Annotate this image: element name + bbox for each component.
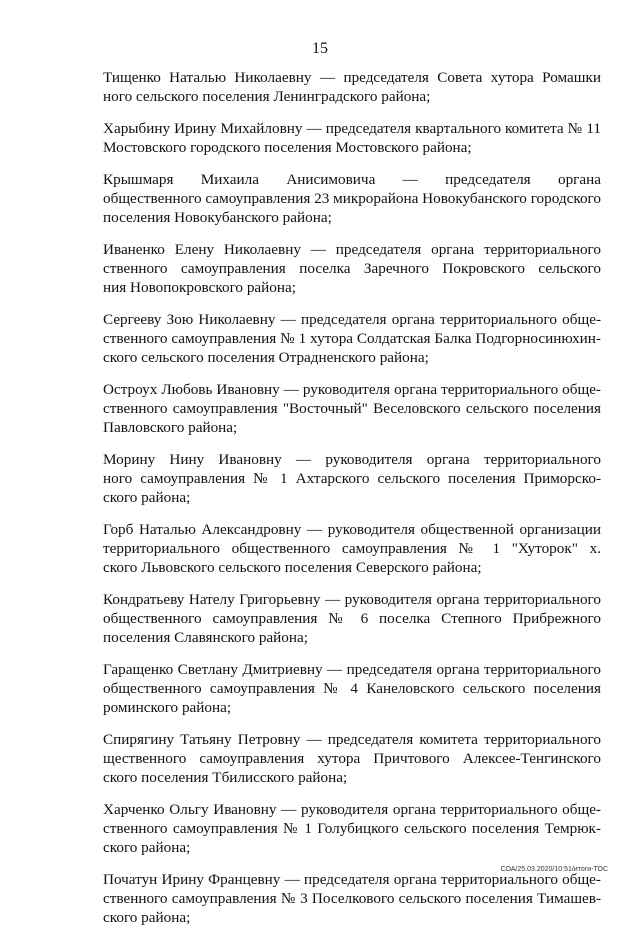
paragraph-line: ственного самоуправления № 1 хутора Солдатская Балка Подгорносинюхин-	[103, 330, 601, 347]
award-entry-paragraph	[103, 380, 601, 437]
paragraph-line: щественного самоуправления хутора Причтового Алексее-Тенгинского	[103, 750, 601, 767]
award-entry-paragraph	[103, 170, 601, 227]
award-entry-paragraph	[103, 590, 601, 647]
paragraph-line: ственного самоуправления № 3 Поселкового сельского поселения Тимашев-	[103, 890, 601, 907]
paragraph-line: Кондратьеву Нателу Григорьевну — руководителя органа территориального	[103, 591, 601, 608]
award-entry-paragraph	[103, 800, 601, 857]
award-entry-paragraph	[103, 450, 601, 507]
award-entry-paragraph	[103, 119, 601, 157]
paragraph-line: Крышмаря Михаила Анисимовича — председателя органа	[103, 171, 601, 188]
paragraph-line: Павловского района;	[103, 419, 238, 436]
paragraph-line: поселения Новокубанского района;	[103, 209, 332, 226]
footer-document-code: СОА/25.03.2020/10:51/итоги-ТОС	[500, 866, 608, 873]
paragraph-line: ственного самоуправления № 1 Голубицкого сельского поселения Темрюк-	[103, 820, 601, 837]
award-entry-paragraph	[103, 520, 601, 577]
paragraph-line: Тищенко Наталью Николаевну — председателя Совета хутора Ромашки	[103, 69, 601, 86]
paragraph-line: Спирягину Татьяну Петровну — председателя комитета территориального	[103, 731, 601, 748]
paragraph-line: Мостовского городского поселения Мостовского района;	[103, 139, 472, 156]
paragraph-line: общественного самоуправления № 6 поселка Степного Прибрежного	[103, 610, 601, 627]
paragraph-line: ского района;	[103, 489, 191, 506]
paragraph-line: ского Львовского сельского поселения Северского района;	[103, 559, 482, 576]
paragraph-line: ского района;	[103, 839, 191, 856]
paragraph-line: Остроух Любовь Ивановну — руководителя органа территориального обще-	[103, 381, 601, 398]
award-entry-paragraph	[103, 870, 601, 927]
paragraph-line: ственного самоуправления поселка Заречного Покровского сельского	[103, 260, 601, 277]
paragraph-line: ния Новопокровского района;	[103, 279, 296, 296]
paragraph-line: Харченко Ольгу Ивановну — руководителя органа территориального обще-	[103, 801, 601, 818]
paragraph-line: ственного самоуправления "Восточный" Веселовского сельского поселения	[103, 400, 601, 417]
paragraph-line: ского поселения Тбилисского района;	[103, 769, 348, 786]
award-entry-paragraph	[103, 240, 601, 297]
paragraph-line: роминского района;	[103, 699, 232, 716]
paragraph-line: общественного самоуправления 23 микрорайона Новокубанского городского	[103, 190, 601, 207]
paragraph-line: ского района;	[103, 909, 191, 926]
document-body	[103, 68, 601, 940]
paragraph-line: Початун Ирину Францевну — председателя органа территориального обще-	[103, 871, 601, 888]
award-entry-paragraph	[103, 660, 601, 717]
paragraph-line: Иваненко Елену Николаевну — председателя органа территориального	[103, 241, 601, 258]
paragraph-line: Гаращенко Светлану Дмитриевну — председателя органа территориального	[103, 661, 601, 678]
paragraph-line: Харыбину Ирину Михайловну — председателя квартального комитета № 11	[103, 120, 601, 137]
award-entry-paragraph	[103, 730, 601, 787]
paragraph-line: ного самоуправления № 1 Ахтарского сельского поселения Приморско-	[103, 470, 601, 487]
paragraph-line: ного сельского поселения Ленинградского района;	[103, 88, 431, 105]
paragraph-line: Горб Наталью Александровну — руководителя общественной организации	[103, 521, 601, 538]
paragraph-line: поселения Славянского района;	[103, 629, 308, 646]
paragraph-line: Морину Нину Ивановну — руководителя органа территориального	[103, 451, 601, 468]
paragraph-line: территориального общественного самоуправления № 1 "Хуторок" х.	[103, 540, 601, 557]
paragraph-line: ского сельского поселения Отрадненского района;	[103, 349, 429, 366]
award-entry-paragraph	[103, 310, 601, 367]
page-number: 15	[312, 40, 328, 57]
paragraph-line: общественного самоуправления № 4 Канеловского сельского поселения	[103, 680, 601, 697]
award-entry-paragraph	[103, 68, 601, 106]
paragraph-line: Сергееву Зою Николаевну — председателя органа территориального обще-	[103, 311, 601, 328]
